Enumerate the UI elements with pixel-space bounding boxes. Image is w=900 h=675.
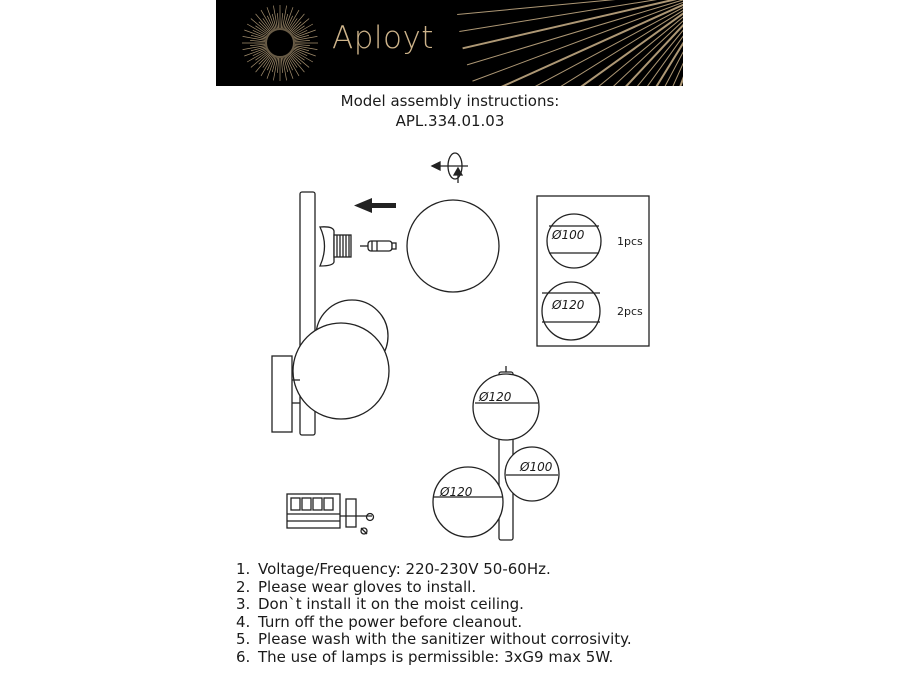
parts-qty-small: 1pcs — [617, 235, 643, 248]
loose-glass-globe — [407, 200, 499, 292]
list-item: 6. The use of lamps is permissible: 3xG9 max 5W. — [236, 647, 614, 666]
socket-and-bulb — [320, 227, 396, 266]
parts-diameter-large: Ø120 — [552, 298, 585, 312]
wiring-diagram — [287, 494, 374, 534]
parts-qty-large: 2pcs — [617, 305, 643, 318]
dimension-left-globe: Ø120 — [440, 485, 473, 499]
list-item: 3. Don`t install it on the moist ceiling. — [236, 595, 524, 613]
model-code: APL.334.01.03 — [395, 112, 505, 130]
insert-arrow-icon — [354, 198, 396, 213]
page-title: Model assembly instructions: — [340, 92, 560, 110]
instruction-list — [236, 561, 632, 666]
list-item: 2. Please wear gloves to install. — [236, 577, 477, 596]
dimension-right-globe: Ø100 — [520, 460, 553, 474]
list-item: 1. Voltage/Frequency: 220-230V 50-60Hz. — [236, 560, 551, 578]
brand-name: Aployt — [332, 20, 434, 56]
rotate-icon — [432, 153, 468, 183]
list-item: 4. Turn off the power before cleanout. — [236, 612, 523, 631]
parts-box — [537, 196, 649, 346]
list-item: 5. Please wash with the sanitizer without corrosivity. — [236, 630, 632, 648]
dimension-top-globe: Ø120 — [479, 390, 512, 404]
parts-diameter-small: Ø100 — [552, 228, 585, 242]
